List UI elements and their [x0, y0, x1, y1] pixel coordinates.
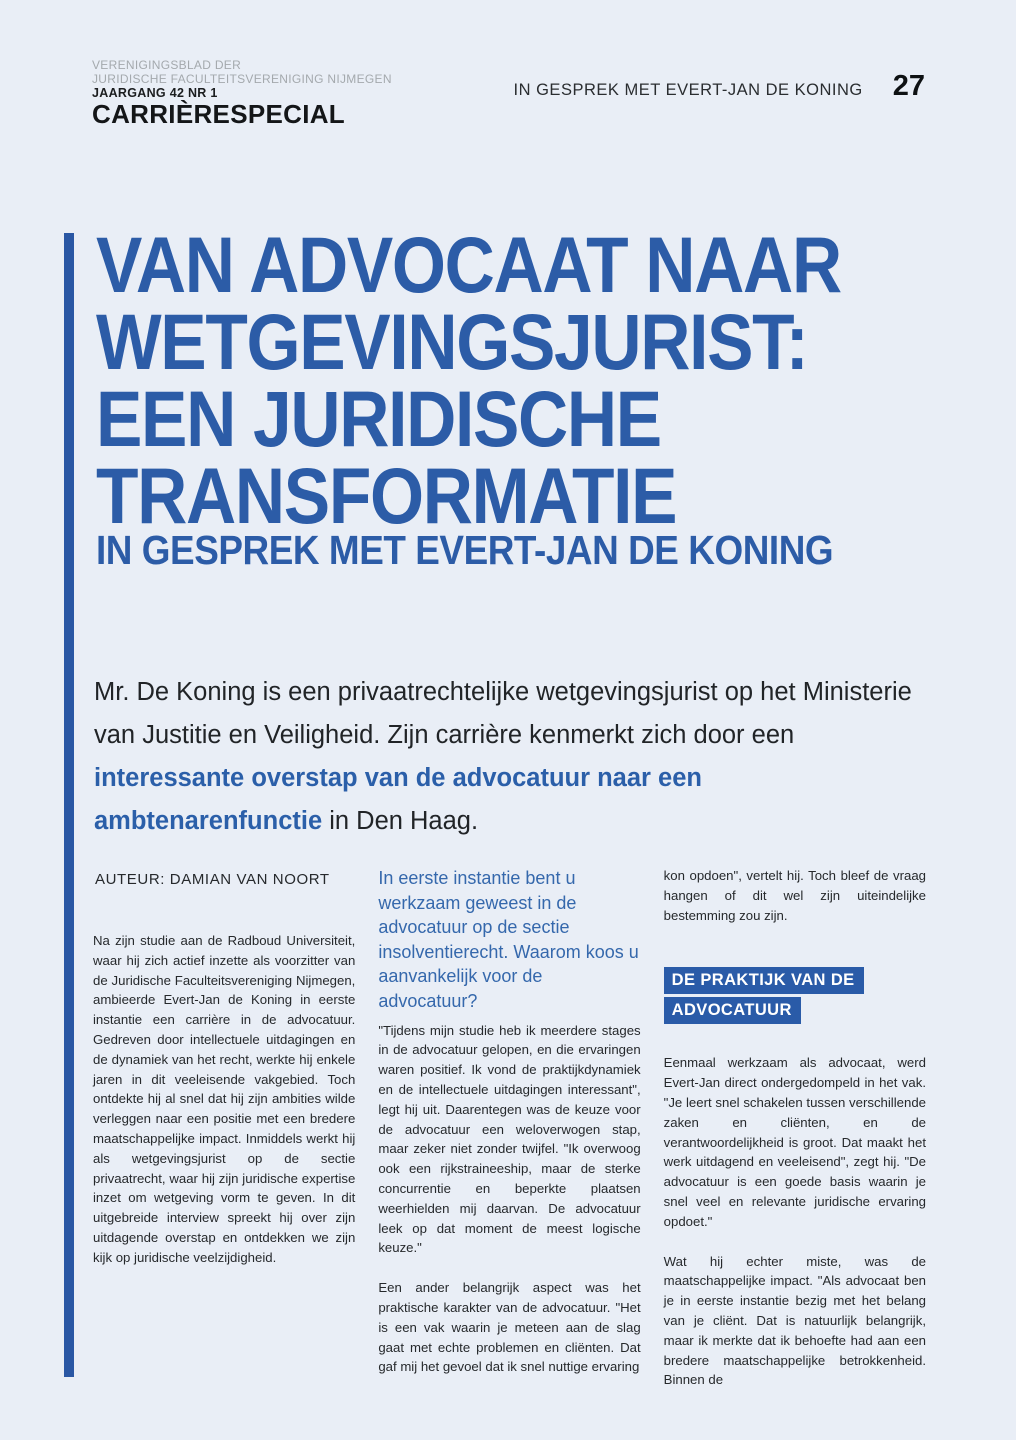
headline-line: TRANSFORMATIE	[96, 451, 677, 540]
article-columns	[93, 866, 926, 1390]
lead-text-normal: in Den Haag.	[322, 806, 479, 835]
column-3	[664, 866, 926, 1390]
headline	[96, 220, 942, 540]
running-header	[514, 70, 925, 103]
section-heading-chip: DE PRAKTIJK VAN DE	[664, 967, 864, 994]
paragraph: Eenmaal werkzaam als advocaat, werd Evert-Jan direct ondergedompeld in het vak. "Je leert snel schakelen tussen verschillende zaken en cliënten, en de verantwoordelijkheid is groot. Dat maakt het werk uitdagend en veeleisend", zegt hij. "De advocatuur is een goede basis waarin je snel veel en relevante juridische ervaring opdoet."	[663, 1055, 926, 1229]
section-heading	[664, 967, 926, 1027]
interview-question: In eerste instantie bent u werkzaam geweest in de advocatuur op de sectie insolventierecht. Waarom koos u aanvankelijk voor de advocatuur?	[378, 868, 639, 1011]
column-1	[93, 866, 355, 1390]
masthead-volume: JAARGANG 42 NR 1	[92, 86, 218, 100]
headline-line: WETGEVINGSJURIST:	[96, 297, 808, 386]
section-heading-row	[664, 997, 926, 1027]
headline-line: EEN JURIDISCHE	[96, 374, 661, 463]
masthead-title: CARRIÈRESPECIAL	[92, 99, 345, 129]
page-number: 27	[892, 70, 925, 102]
accent-bar	[64, 233, 74, 1377]
author-byline: AUTEUR: DAMIAN VAN NOORT	[95, 871, 330, 888]
section-heading-row	[664, 967, 926, 997]
lead-paragraph	[94, 671, 916, 843]
headline-subtitle: IN GESPREK MET EVERT-JAN DE KONING	[96, 527, 834, 573]
section-heading-chip: ADVOCATUUR	[664, 997, 801, 1024]
headline-line: VAN ADVOCAAT NAAR	[96, 220, 841, 309]
masthead-line-1: VERENIGINGSBLAD DER	[92, 58, 242, 72]
running-header-label: IN GESPREK MET EVERT-JAN DE KONING	[513, 81, 863, 99]
lead-text-normal: Mr. De Koning is een privaatrechtelijke wetgevingsjurist op het Ministerie van Justitie en Veiligheid. Zijn carrière kenmerkt zich door een	[94, 677, 912, 749]
column-2	[378, 866, 640, 1390]
paragraph: "Tijdens mijn studie heb ik meerdere stages in de advocatuur gelopen, en die ervaringen waren positief. Ik vond de praktijkdynamiek en de intellectuele uitdagingen interessant", legt hij uit. Daarentegen was de keuze voor de advocatuur een weloverwogen stap, maar zeker niet zonder twijfel. "Ik overwoog ook een rijkstraineeship, maar de sterke concurrentie en beperkte plaatsen weerhielden mij daarvan. De advocatuur leek op dat moment de meest logische keuze."	[378, 1022, 641, 1256]
lead-text-accent: interessante overstap van de advocatuur naar een ambtenarenfunctie	[94, 763, 702, 835]
masthead-line-2: JURIDISCHE FACULTEITSVERENIGING NIJMEGEN	[92, 72, 392, 86]
paragraph: Een ander belangrijk aspect was het praktische karakter van de advocatuur. "Het is een vak waarin je meteen aan de slag gaat met echte problemen en cliënten. Dat gaf mij het gevoel dat ik snel nuttige ervaring	[378, 1280, 641, 1375]
paragraph: Wat hij echter miste, was de maatschappelijke impact. "Als advocaat ben je in eerste instantie bezig met het belang van je cliënt. Dat is natuurlijk belangrijk, maar ik merkte dat ik behoefte had aan een bredere maatschappelijke betrokkenheid. Binnen de	[663, 1253, 926, 1388]
paragraph: kon opdoen", vertelt hij. Toch bleef de vraag hangen of dit wel zijn uiteindelijke bestemming zou zijn.	[663, 868, 926, 923]
paragraph: Na zijn studie aan de Radboud Universiteit, waar hij zich actief inzette als voorzitter van de Juridische Faculteitsvereniging Nijmegen, ambieerde Evert-Jan de Koning in eerste instantie een carrière in de advocatuur. Gedreven door intellectuele uitdagingen en de dynamiek van het recht, werkte hij enkele jaren in dit veeleisende vakgebied. Toch ontdekte hij al snel dat hij zijn ambities wilde verleggen naar een positie met een bredere maatschappelijke impact. Inmiddels werkt hij als wetgevingsjurist op de sectie privaatrecht, waar hij zijn juridische expertise inzet om wetgeving vorm te geven. In dit uitgebreide interview spreekt hij over zijn uitdagende overstap en ontdekken we zijn kijk op juridische veelzijdigheid.	[93, 933, 356, 1265]
masthead	[92, 58, 392, 128]
